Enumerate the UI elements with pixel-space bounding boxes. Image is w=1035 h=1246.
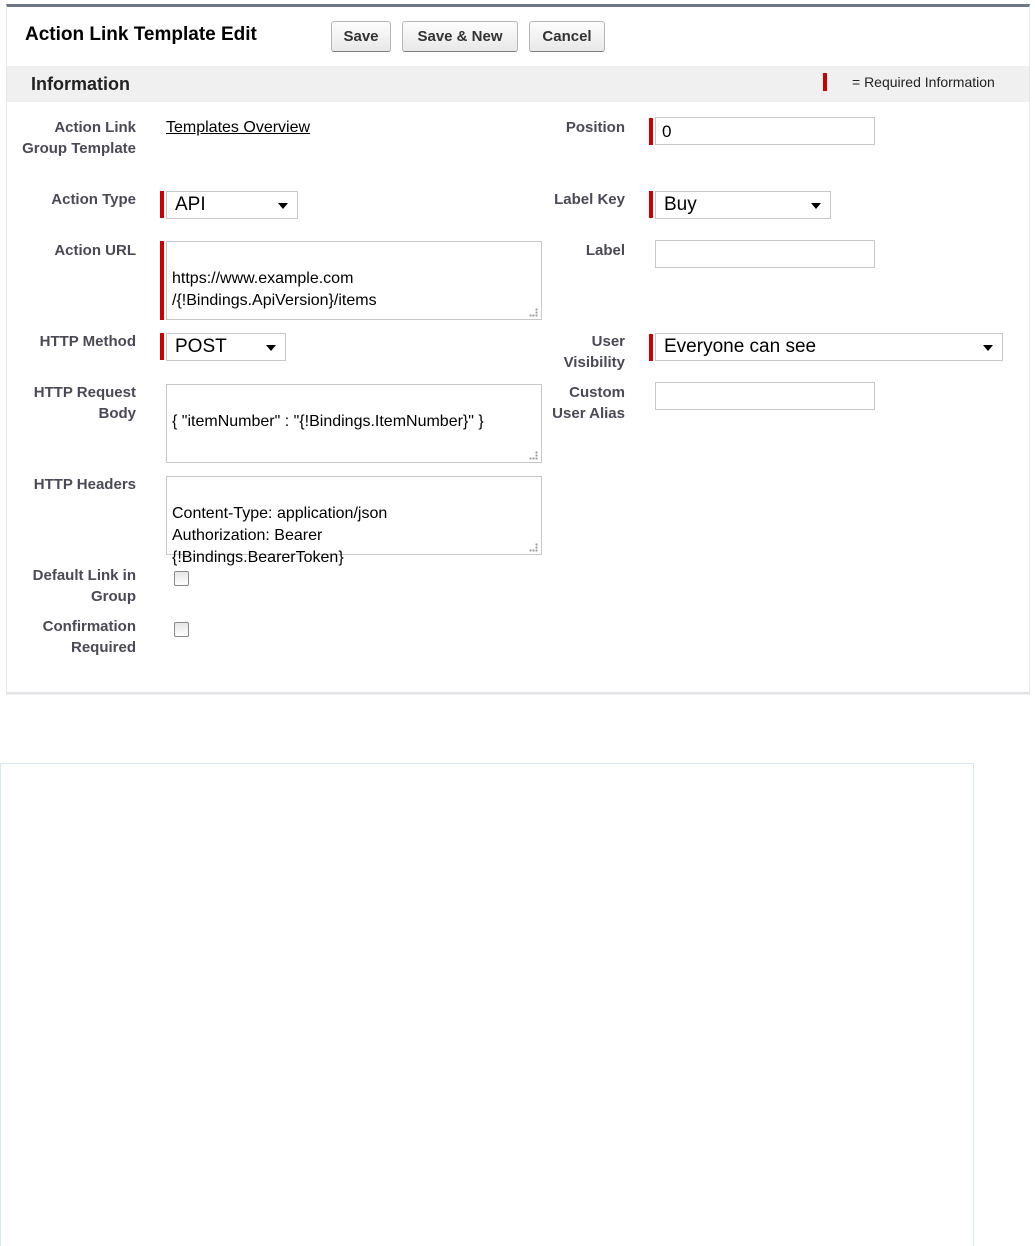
chevron-down-icon: [811, 203, 821, 209]
http-request-body-label: HTTP Request Body: [33, 384, 136, 422]
action-url-value: https://www.example.com /{!Bindings.ApiVersion}/items: [172, 270, 377, 309]
save-button[interactable]: Save: [331, 21, 391, 52]
custom-user-alias-label: Custom User Alias: [552, 384, 625, 422]
required-marker-icon: [649, 191, 653, 218]
http-request-body-textarea[interactable]: [166, 384, 542, 463]
resize-grip-icon[interactable]: [529, 308, 538, 317]
label-key-label: Label Key: [554, 191, 625, 208]
chevron-down-icon: [278, 203, 288, 209]
cancel-button[interactable]: Cancel: [529, 21, 605, 52]
http-request-body-value: { "itemNumber" : "{!Bindings.ItemNumber}" }: [172, 413, 484, 430]
resize-grip-icon[interactable]: [529, 543, 538, 552]
save-and-new-button[interactable]: Save & New: [402, 21, 518, 52]
confirmation-required-label: Confirmation Required: [42, 618, 136, 656]
action-type-value: API: [175, 194, 206, 215]
action-type-select[interactable]: [166, 191, 298, 219]
user-visibility-select[interactable]: [655, 333, 1003, 361]
http-method-value: POST: [175, 336, 227, 357]
user-visibility-value: Everyone can see: [664, 336, 817, 357]
section-title: Information: [31, 74, 130, 94]
required-marker-icon: [160, 333, 164, 360]
panel-bottom-shadow: [6, 694, 1030, 695]
action-type-label: Action Type: [51, 191, 136, 208]
group-template-label: Action Link Group Template: [22, 119, 136, 157]
default-link-checkbox[interactable]: [174, 571, 189, 586]
required-legend: = Required Information: [852, 74, 995, 90]
http-method-label: HTTP Method: [39, 333, 136, 350]
blank-content-area: [0, 763, 974, 1246]
resize-grip-icon[interactable]: [529, 451, 538, 460]
label-key-select[interactable]: [655, 191, 831, 219]
required-marker-icon: [649, 118, 653, 145]
page-title: Action Link Template Edit: [25, 24, 257, 45]
required-marker-icon: [649, 334, 653, 361]
default-link-label: Default Link in Group: [32, 567, 136, 605]
action-url-label: Action URL: [54, 242, 136, 259]
required-marker-icon: [160, 241, 164, 320]
action-url-textarea[interactable]: [166, 241, 542, 320]
confirmation-required-checkbox[interactable]: [174, 622, 189, 637]
chevron-down-icon: [266, 345, 276, 351]
required-marker-icon: [823, 73, 827, 91]
required-marker-icon: [160, 191, 164, 218]
position-input[interactable]: [655, 117, 875, 145]
label-field-label: Label: [585, 242, 625, 259]
label-key-value: Buy: [664, 194, 697, 215]
position-value: 0: [662, 122, 672, 141]
http-headers-label: HTTP Headers: [33, 476, 136, 493]
http-method-select[interactable]: [166, 333, 286, 361]
custom-user-alias-input[interactable]: [655, 382, 875, 410]
http-headers-textarea[interactable]: [166, 476, 542, 566]
label-input[interactable]: [655, 240, 875, 268]
chevron-down-icon: [983, 345, 993, 351]
position-label: Position: [565, 119, 625, 136]
user-visibility-label: User Visibility: [563, 333, 625, 371]
http-headers-value: Content-Type: application/json Authorization: Bearer {!Bindings.BearerToken}: [172, 505, 388, 566]
templates-overview-link[interactable]: Templates Overview: [166, 119, 311, 136]
